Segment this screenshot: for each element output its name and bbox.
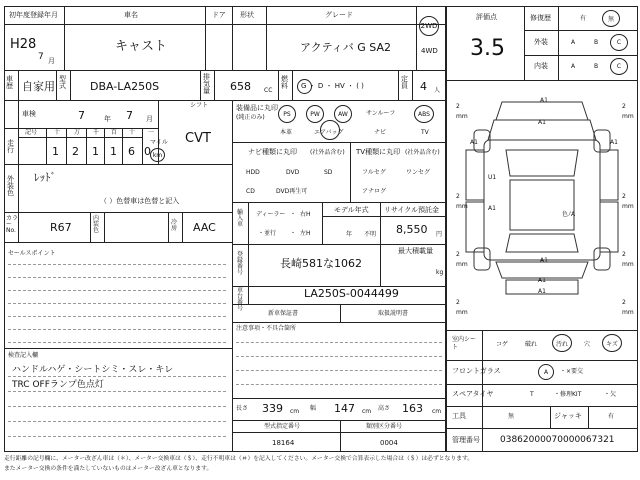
ext-b: B bbox=[594, 39, 599, 46]
mgmt-value: 03862000070000067321 bbox=[500, 435, 615, 445]
width-unit: cm bbox=[362, 408, 372, 415]
height-value: 163 bbox=[402, 402, 423, 415]
class-num-value: 0004 bbox=[380, 439, 398, 447]
equip-airbag: エアバッグ bbox=[314, 129, 344, 136]
sales-point-label: セールスポイント bbox=[8, 250, 56, 257]
capacity-label: 定員 bbox=[401, 75, 408, 90]
width-label: 幅 bbox=[310, 405, 317, 412]
model-label: 形状 bbox=[240, 11, 254, 19]
type-value: DBA-LA250S bbox=[90, 80, 160, 93]
car-name-value: キャスト bbox=[115, 39, 168, 54]
tools-value: 無 bbox=[508, 413, 515, 420]
seat-ana: 穴 bbox=[584, 341, 591, 348]
mgmt-label: 管理番号 bbox=[452, 436, 480, 444]
inspector-line-2: TRC OFFランプ色点灯 bbox=[12, 380, 104, 390]
repair-yes: 有 bbox=[580, 15, 587, 22]
int-c-circle: C bbox=[610, 58, 628, 75]
type-cert-label: 型式指定番号 bbox=[264, 423, 301, 430]
diagram-unit-label: 2 bbox=[456, 251, 460, 258]
mileage-digit: 6 bbox=[128, 145, 135, 158]
tv-sublabel: (社外品含む) bbox=[405, 149, 440, 156]
repair-label: 修復歴 bbox=[530, 14, 551, 22]
import-label: 輸入車 bbox=[237, 209, 244, 228]
max-load-unit: kg bbox=[436, 269, 444, 276]
diagram-rear-panel bbox=[496, 262, 588, 278]
disp-value: 658 bbox=[230, 80, 251, 93]
chassis-value: LA250S-0044499 bbox=[304, 287, 399, 300]
damage-mark: A1 bbox=[488, 205, 496, 212]
ext-label: 外装 bbox=[534, 38, 548, 46]
int-label: 内装 bbox=[534, 62, 548, 70]
mileage-head-juu: 十 bbox=[129, 129, 136, 136]
grade-value: アクティバ G SA2 bbox=[300, 41, 392, 54]
reg-number-label: 登録番号 bbox=[237, 251, 244, 276]
mileage-head-10man: 十 bbox=[54, 129, 61, 136]
seat-yogore-circle: 汚れ bbox=[552, 334, 572, 352]
navi-sublabel: (社外品含む) bbox=[310, 149, 345, 156]
reg-year-label: 初年度登録年月 bbox=[9, 11, 58, 19]
equip-sunroof: サンルーフ bbox=[366, 110, 396, 117]
mileage-head-sen: 千 bbox=[93, 129, 100, 136]
diagram-mm-label: mm bbox=[456, 309, 468, 316]
mileage-unit-km: km bbox=[150, 148, 165, 162]
diagram-unit-label: 2 bbox=[456, 193, 460, 200]
navi-dvd: DVD bbox=[286, 169, 300, 176]
mileage-digit: 1 bbox=[52, 145, 59, 158]
inspection-month-unit: 月 bbox=[146, 115, 153, 123]
length-value: 339 bbox=[262, 402, 283, 415]
spare-tire-label: スペアタイヤ bbox=[452, 390, 494, 398]
equipment-label: 装備品に丸印 bbox=[236, 104, 278, 112]
disp-unit: CC bbox=[264, 87, 273, 94]
diagram-mm-label: mm bbox=[456, 261, 468, 268]
color-no-value: R67 bbox=[50, 221, 72, 234]
spare-tire-none: ・欠 bbox=[604, 391, 617, 398]
diagram-mm-label: mm bbox=[622, 309, 634, 316]
seat-kizu-circle: キズ bbox=[602, 334, 622, 352]
docs-manual: 取扱説明書 bbox=[378, 310, 409, 317]
jack-value: 有 bbox=[608, 413, 615, 420]
class-value: 自家用 bbox=[22, 80, 55, 93]
reg-month-value: 7 bbox=[38, 52, 44, 62]
drive-2wd-circle: 2WD bbox=[419, 16, 439, 36]
fuel-value: G ・ D ・ HV ・ ( ) bbox=[301, 82, 364, 90]
recycle-value: 8,550 bbox=[396, 223, 428, 236]
diagram-left-rear-door bbox=[466, 202, 484, 252]
inspection-label: 車検 bbox=[22, 110, 36, 118]
damage-mark: A1 bbox=[540, 257, 548, 264]
footer-line-2: またメーター交換の条件を満たしていないものはメーター改ざん車となります。 bbox=[4, 466, 213, 472]
mileage-head-hyaku: 百 bbox=[111, 129, 118, 136]
width-value: 147 bbox=[334, 402, 355, 415]
shift-label: シフト bbox=[190, 102, 209, 109]
type-cert-value: 18164 bbox=[272, 439, 295, 447]
diagram-unit-label: 2 bbox=[622, 251, 626, 258]
height-label: 高さ bbox=[378, 405, 391, 412]
import-dot-b: ・ bbox=[290, 230, 297, 237]
class-num-label: 類別区分番号 bbox=[366, 423, 403, 430]
diagram-unit-label: 2 bbox=[456, 299, 460, 306]
tv-oneseg: ワンセグ bbox=[406, 169, 431, 176]
diagram-right-front-door bbox=[600, 150, 618, 200]
height-unit: cm bbox=[432, 408, 442, 415]
import-parallel: ・並行 bbox=[258, 230, 277, 237]
inspection-year: 7 bbox=[78, 109, 85, 122]
mileage-head-ichi: 一 bbox=[148, 129, 155, 136]
mileage-head-symbol: 記号 bbox=[25, 129, 38, 136]
capacity-value: 4 bbox=[420, 80, 427, 93]
front-glass-a-circle: A bbox=[538, 364, 554, 380]
reg-number-value: 長崎581な1062 bbox=[280, 257, 362, 270]
notes-label: 注意事項・不具合箇所 bbox=[236, 325, 297, 332]
length-label: 長さ bbox=[236, 405, 249, 412]
import-left: 左H bbox=[300, 230, 311, 237]
damage-mark: A1 bbox=[470, 139, 478, 146]
diagram-left-front-door bbox=[466, 150, 484, 200]
recycle-label: リサイクル預託金 bbox=[384, 206, 440, 214]
diagram-mm-label: mm bbox=[622, 113, 634, 120]
mileage-digit: 0 bbox=[144, 145, 151, 158]
navi-cd: CD bbox=[246, 188, 255, 195]
front-glass-x: ・×要交 bbox=[560, 368, 584, 375]
diagram-unit-label: 2 bbox=[622, 299, 626, 306]
max-load-label: 最大積載量 bbox=[398, 247, 433, 255]
diagram-mm-label: mm bbox=[456, 203, 468, 210]
seat-yabure: 破れ bbox=[525, 341, 538, 348]
repair-no-circle: 無 bbox=[602, 10, 620, 27]
diagram-mm-label: mm bbox=[456, 113, 468, 120]
damage-mark: A1 bbox=[610, 139, 618, 146]
footer-line-1: 走行距離の記号欄に、メーター改ざん車は（＊）、メーター交換車は（＄）、走行不明車は（＃）を記入してください。メーター交換で合算表示した場合は（＄）は必ずとなります。 bbox=[4, 456, 474, 462]
diagram-unit-label: 2 bbox=[622, 103, 626, 110]
color-no-label: カラーNo. bbox=[6, 215, 19, 234]
navi-label: ナビ種類に丸印 bbox=[248, 148, 297, 156]
diagram-right-rear-door bbox=[600, 202, 618, 252]
diagram-unit-label: 2 bbox=[456, 103, 460, 110]
inspector-line-1: ハンドルハゲ・シートシミ・スレ・キレ bbox=[12, 365, 174, 375]
navi-sd: SD bbox=[324, 169, 333, 176]
mileage-unit-mile: マイル bbox=[150, 139, 168, 146]
chassis-label: 車台番号 bbox=[237, 287, 244, 312]
capacity-unit: 人 bbox=[434, 87, 441, 94]
spare-tire-t: T bbox=[530, 391, 534, 398]
equip-aw: AW bbox=[334, 105, 352, 123]
exterior-label: 外装色 bbox=[7, 175, 14, 197]
type-label: 型式 bbox=[59, 75, 66, 90]
damage-mark: U1 bbox=[488, 174, 497, 181]
car-name-label: 車名 bbox=[124, 11, 138, 19]
mileage-label: 走行 bbox=[7, 139, 14, 154]
model-year-suffix: 年 bbox=[346, 231, 353, 238]
damage-mark: A1 bbox=[538, 119, 546, 126]
model-year-value: 不明 bbox=[364, 231, 377, 238]
class-label: 車歴 bbox=[6, 75, 13, 90]
diagram-rear-window bbox=[506, 234, 578, 252]
jack-label: ジャッキ bbox=[554, 412, 582, 420]
inspection-year-unit: 年 bbox=[104, 115, 111, 123]
diagram-body-outline bbox=[484, 140, 600, 260]
grade-label: グレード bbox=[325, 11, 353, 19]
inspection-month: 7 bbox=[126, 109, 133, 122]
exterior-note: （ ）色替車は色替と記入 bbox=[100, 197, 180, 205]
model-year-label: モデル年式 bbox=[334, 206, 369, 214]
mileage-digit: 2 bbox=[72, 145, 79, 158]
import-right: 右H bbox=[300, 211, 311, 218]
equip-leather: 本革 bbox=[280, 129, 293, 136]
front-glass-label: フロントガラス bbox=[452, 367, 501, 375]
exterior-color-value: ﾚｯﾄﾞ bbox=[34, 171, 56, 184]
equip-tv: TV bbox=[421, 129, 429, 136]
mileage-head-man: 万 bbox=[74, 129, 81, 136]
equip-pw: PW bbox=[306, 105, 324, 123]
navi-dvd-play: DVD再生可 bbox=[276, 188, 308, 195]
seat-koge: コゲ bbox=[496, 341, 509, 348]
navi-hdd: HDD bbox=[246, 169, 260, 176]
ext-c-circle: C bbox=[610, 34, 628, 51]
score-value: 3.5 bbox=[470, 36, 505, 61]
diagram-unit-label: 2 bbox=[622, 193, 626, 200]
mileage-digit: 1 bbox=[110, 145, 117, 158]
import-dot-a: ・ bbox=[290, 211, 297, 218]
disp-label: 排気量 bbox=[203, 73, 210, 95]
int-a: A bbox=[571, 63, 576, 70]
tv-fullseg: フルセグ bbox=[362, 169, 386, 176]
damage-mark: A1 bbox=[540, 97, 548, 104]
recycle-unit: 円 bbox=[436, 231, 443, 238]
inspector-label: 検査記入欄 bbox=[8, 352, 39, 359]
shift-value: CVT bbox=[185, 131, 211, 146]
length-unit: cm bbox=[290, 408, 300, 415]
damage-mark: A1 bbox=[538, 277, 546, 284]
score-label: 評価点 bbox=[476, 13, 497, 21]
diagram-roof bbox=[510, 180, 574, 230]
diagram-mm-label: mm bbox=[622, 261, 634, 268]
ac-label: 冷房 bbox=[171, 219, 178, 232]
ac-value: AAC bbox=[193, 221, 216, 234]
mileage-digit: 1 bbox=[92, 145, 99, 158]
door-label: ドア bbox=[212, 11, 226, 19]
ext-a: A bbox=[571, 39, 576, 46]
tv-analog: アナログ bbox=[362, 188, 387, 195]
reg-year-value: H28 bbox=[10, 37, 37, 52]
diagram-windshield bbox=[506, 150, 578, 176]
diagram-front-panel bbox=[496, 102, 588, 120]
equip-abs: ABS bbox=[414, 105, 434, 123]
equipment-sublabel: (純正のみ) bbox=[236, 114, 265, 121]
damage-mark: 色ﾉA bbox=[562, 211, 576, 218]
reg-month-unit: 月 bbox=[48, 57, 55, 65]
spare-tire-kit: ・修理KIT bbox=[554, 391, 582, 398]
interior-color-label: 内装色 bbox=[93, 215, 100, 234]
docs-warranty: 新車保証書 bbox=[268, 310, 299, 317]
tools-label: 工具 bbox=[452, 412, 466, 420]
drive-4wd-label: 4WD bbox=[421, 47, 438, 55]
int-b: B bbox=[594, 63, 599, 70]
equip-navi: ナビ bbox=[374, 129, 387, 136]
equip-ps: PS bbox=[278, 105, 296, 123]
seat-label: 室内シート bbox=[452, 336, 477, 352]
import-dealer: ディーラー bbox=[256, 211, 286, 218]
tv-label: TV種類に丸印 bbox=[356, 148, 401, 156]
diagram-mm-label: mm bbox=[622, 203, 634, 210]
fuel-label: 燃料 bbox=[281, 75, 288, 90]
damage-mark: A1 bbox=[538, 288, 546, 295]
